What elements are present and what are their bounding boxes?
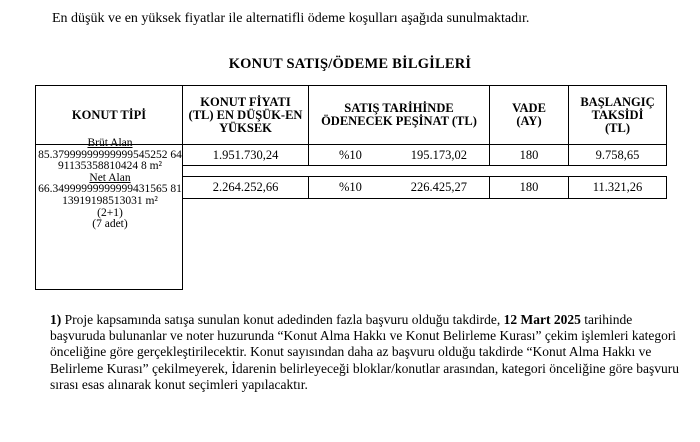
room-count: (2+1) xyxy=(97,206,123,219)
footnote-date: 12 Mart 2025 xyxy=(503,312,581,327)
page-title: KONUT SATIŞ/ÖDEME BİLGİLERİ xyxy=(228,56,472,72)
installment-value: 11.321,26 xyxy=(592,180,643,194)
table-row-2-down xyxy=(308,176,490,199)
header-type xyxy=(35,85,183,145)
down-value: 226.425,27 xyxy=(410,180,467,194)
header-installment-label: BAŞLANGIÇ TAKSİDİ (TL) xyxy=(580,94,655,135)
table-row-1-term xyxy=(489,144,569,166)
footnote-number: 1) xyxy=(50,312,62,327)
header-term-label: VADE (AY) xyxy=(512,101,546,128)
price-value: 2.264.252,66 xyxy=(212,180,279,194)
header-installment xyxy=(568,85,667,145)
table-row-1-installment xyxy=(568,144,667,166)
gross-area-value: 85.37999999999999545252 6491135358810424 8 m² xyxy=(38,148,182,173)
unit-count: (7 adet) xyxy=(92,218,128,231)
header-down-payment xyxy=(308,85,490,145)
percent-value: %10 xyxy=(339,147,362,162)
footnote-text-1: Proje kapsamında satışa sunulan konut adedinden fazla başvuru olduğu takdirde, xyxy=(61,312,504,327)
table-row-2-price xyxy=(182,176,309,199)
header-price-label: KONUT FİYATI (TL) EN DÜŞÜK-EN YÜKSEK xyxy=(188,94,303,135)
net-area-value: 66.34999999999999431565 8113919198513031 m² xyxy=(38,183,182,207)
footnote-text-2: tarihinde başvuruda bulunanlar ve noter huzurunda “Konut Alma Hakkı ve Konut Belirleme Kurası” çekim işlemleri kategori önceliğine göre gerçekleştirilecektir. Konut sayısından daha az başvuru olduğu takdirde “Konut Alma Hakkı ve Belirleme Kurası” çekilmeyerek, İdarenin belirleyeceği bloklar/konutlar arasından, kategori önceliğine göre başvuru sırası esas alınarak konut seçimleri yapılacaktır. xyxy=(50,312,679,392)
table-row-2-installment xyxy=(568,176,667,199)
type-info xyxy=(36,138,184,231)
net-area-label: Net Alan xyxy=(89,171,131,184)
header-type-label: KONUT TİPİ xyxy=(71,107,147,122)
price-value: 1.951.730,24 xyxy=(212,147,279,162)
table-row-1-down xyxy=(308,144,490,166)
header-price xyxy=(182,85,309,145)
footnote xyxy=(50,312,680,393)
intro-text: En düşük ve en yüksek fiyatlar ile alternatifli ödeme koşulları aşağıda sunulmaktadır. xyxy=(52,11,530,26)
gross-area-label: Brüt Alan xyxy=(87,137,133,149)
header-term xyxy=(489,85,569,145)
installment-value: 9.758,65 xyxy=(595,147,640,162)
down-value: 195.173,02 xyxy=(410,147,467,162)
header-down-label: SATIŞ TARİHİNDE ÖDENECEK PEŞİNAT (TL) xyxy=(321,101,477,128)
term-value: 180 xyxy=(519,147,539,162)
table-row-2-term xyxy=(489,176,569,199)
table-row-1-price xyxy=(182,144,309,166)
term-value: 180 xyxy=(519,180,539,194)
percent-value: %10 xyxy=(339,180,362,194)
